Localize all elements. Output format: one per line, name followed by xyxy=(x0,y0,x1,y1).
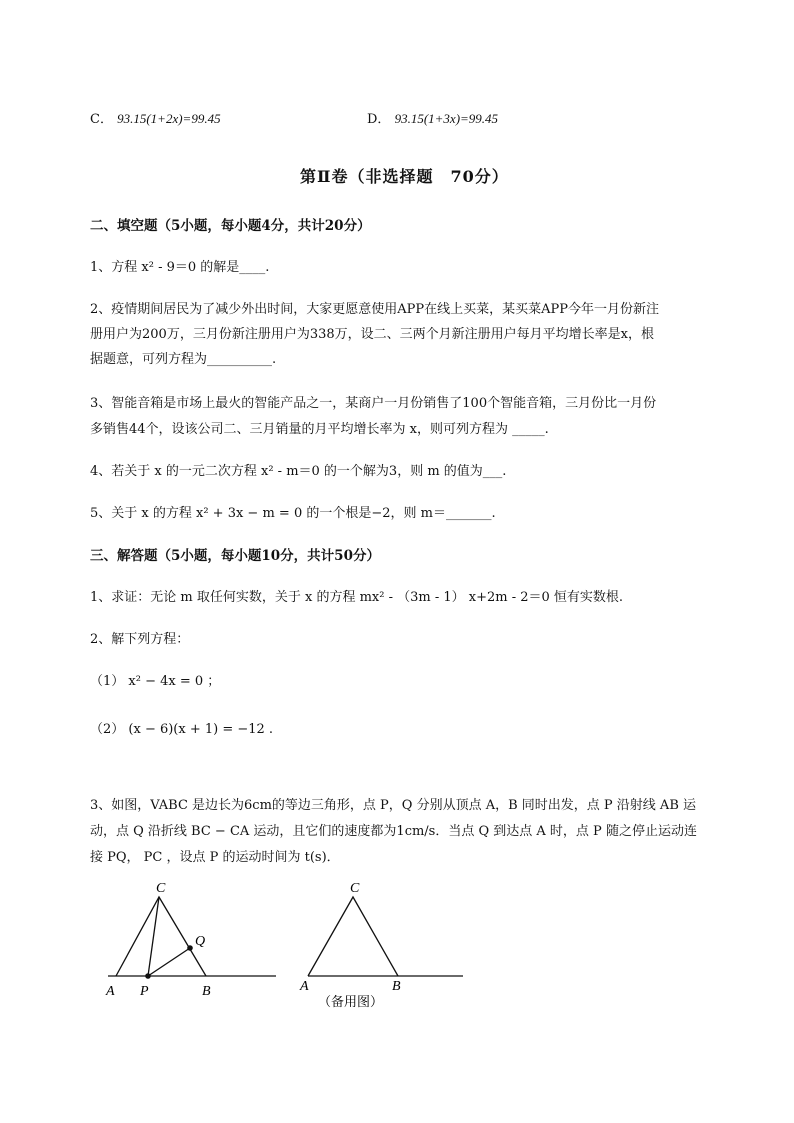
option-d-formula: 93.15(1+3x)=99.45 xyxy=(394,111,499,126)
solve-q2: 2、解下列方程： xyxy=(90,632,190,647)
fill-q1: 1、方程 x² - 9＝0 的解是____. xyxy=(90,260,270,275)
label-p: P xyxy=(140,984,149,999)
spare-label-a: A xyxy=(300,979,309,994)
fill-q2-line2: 册用户为200万，三月份新注册用户为338万，设二、三两个月新注册用户每月平均增长率是x，根 xyxy=(90,327,654,342)
label-q: Q xyxy=(195,934,206,949)
fill-q2-line1: 2、疫情期间居民为了减少外出时间，大家更愿意使用APP在线上买菜，某买菜APP今年一月份新注 xyxy=(90,302,660,317)
fill-heading: 二、填空题（5小题，每小题4分，共计20分） xyxy=(90,218,371,234)
spare-label-c: C xyxy=(350,881,360,896)
option-c-formula: 93.15(1+2x)=99.45 xyxy=(117,111,221,126)
spare-label-b: B xyxy=(392,979,401,994)
solve-q1: 1、求证：无论 m 取任何实数，关于 x 的方程 mx² - （3m - 1） x+2m - 2＝0 恒有实数根. xyxy=(90,590,624,605)
triangle-figures xyxy=(100,872,480,1022)
figure-spare xyxy=(299,881,463,1010)
solve-q3-line1: 3、如图，VABC 是边长为6cm的等边三角形，点 P，Q 分别从顶点 A，B 同时出发，点 P 沿射线 AB 运 xyxy=(90,798,697,813)
label-a: A xyxy=(106,984,115,999)
solve-q2-a: （1） x² − 4x = 0 ； xyxy=(90,674,221,689)
fill-q5: 5、关于 x 的方程 x² + 3x − m = 0 的一个根是−2，则 m＝_______. xyxy=(90,506,496,521)
solve-q3-line2: 动，点 Q 沿折线 BC − CA 运动，且它们的速度都为1cm/s．当点 Q 到达点 A 时，点 P 随之停止运动连 xyxy=(90,824,697,839)
solve-q2-b: （2） (x − 6)(x + 1) = −12 . xyxy=(90,722,274,737)
part2-title: 第Ⅱ卷（非选择题 70分） xyxy=(300,167,509,186)
option-d xyxy=(367,108,498,127)
segment-pq xyxy=(148,948,190,976)
figure-main xyxy=(105,881,276,999)
solve-heading: 三、解答题（5小题，每小题10分，共计50分） xyxy=(90,548,380,564)
option-c xyxy=(90,108,221,127)
fill-q4: 4、若关于 x 的一元二次方程 x² - m＝0 的一个解为3，则 m 的值为___. xyxy=(90,464,507,479)
segment-pc xyxy=(148,897,159,976)
point-p xyxy=(145,973,151,979)
fill-q2-line3: 据题意，可列方程为__________. xyxy=(90,352,277,367)
solve-q3-line3: 接 PQ， PC ，设点 P 的运动时间为 t(s)． xyxy=(90,850,340,865)
option-c-label: C． xyxy=(90,112,113,127)
option-d-label: D． xyxy=(367,112,391,127)
point-q xyxy=(187,945,193,951)
label-c: C xyxy=(156,881,166,896)
triangle-abc xyxy=(116,897,206,976)
fill-q3-line2: 多销售44个，设该公司二、三月销量的月平均增长率为 x，则可列方程为 _____. xyxy=(90,422,549,437)
spare-triangle-abc xyxy=(308,897,398,976)
fill-q3-line1: 3、智能音箱是市场上最火的智能产品之一，某商户一月份销售了100个智能音箱，三月份比一月份 xyxy=(90,396,657,411)
spare-caption: （备用图） xyxy=(318,995,384,1010)
label-b: B xyxy=(202,984,211,999)
